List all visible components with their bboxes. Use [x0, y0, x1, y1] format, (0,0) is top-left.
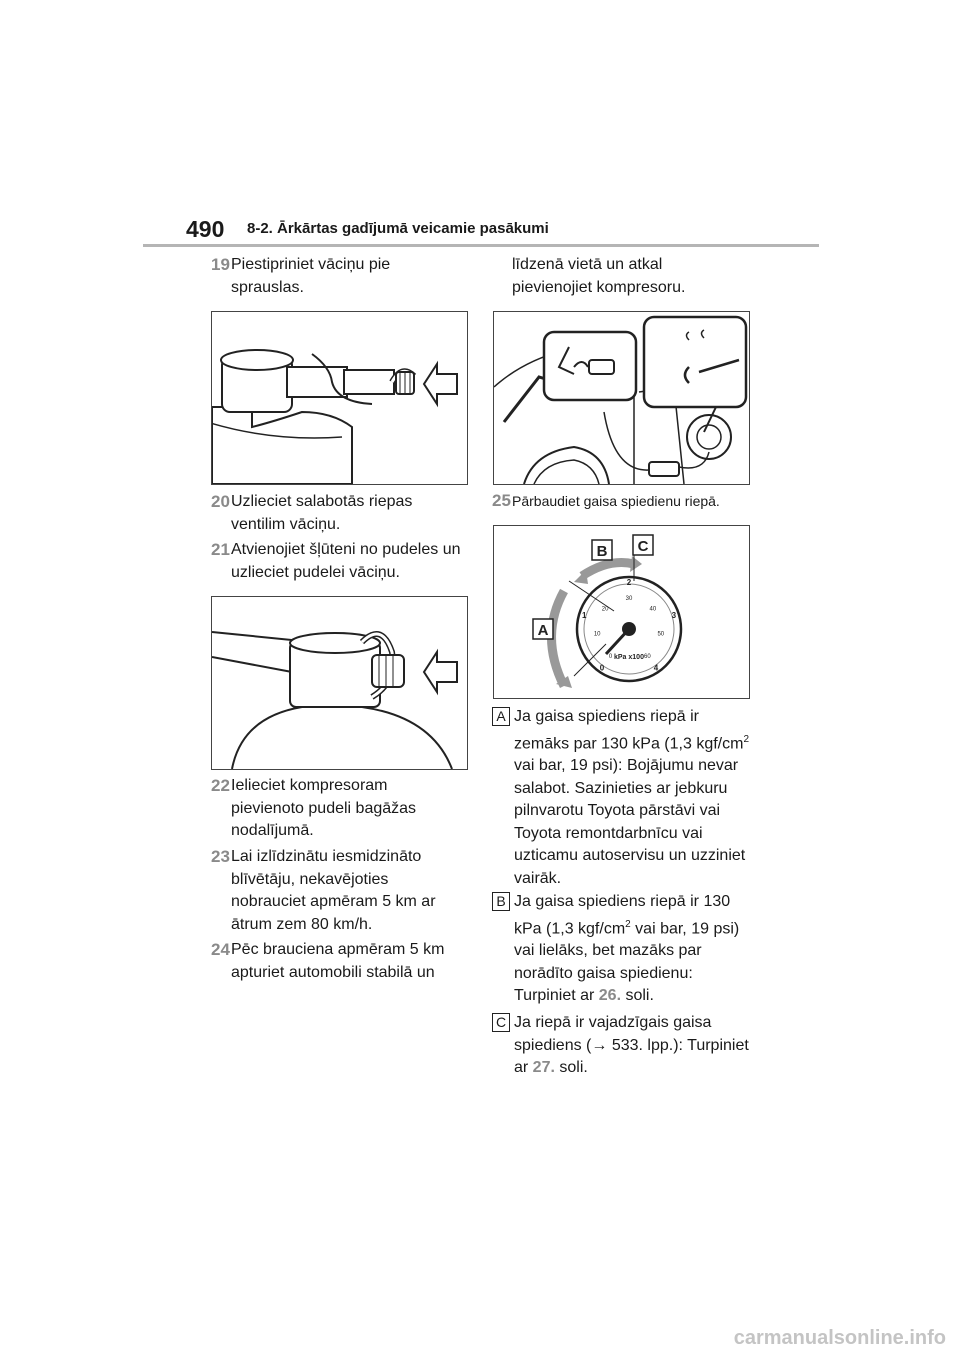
gauge-psi-tick: 50: [657, 631, 665, 638]
figure-reconnect-compressor: [493, 311, 750, 485]
step-22: [211, 775, 461, 843]
step-25: [492, 490, 752, 513]
note-label: B: [492, 892, 510, 911]
note-a: [492, 706, 752, 890]
figure-cap-on-nozzle: [211, 311, 468, 485]
label-c: C: [637, 538, 649, 555]
step-number: 19: [211, 255, 230, 274]
gauge-bar-tick: 0: [599, 663, 605, 673]
note-text: soli.: [554, 1059, 588, 1076]
note-c: [492, 1012, 752, 1080]
step-19: [211, 254, 461, 299]
step-reference: 27.: [532, 1059, 555, 1076]
step-text: Ielieciet kompresoram pievienoto pudeli bagāžas nodalījumā.: [231, 777, 417, 839]
header-divider: [143, 244, 819, 247]
note-label: A: [492, 707, 510, 726]
note-text: Ja riepā ir vajadzīgais gaisa spiediens (→ 533. lpp.): Turpiniet ar: [514, 1014, 749, 1076]
gauge-bar-tick: 2: [626, 578, 632, 587]
step-24-continued: [492, 254, 722, 299]
step-20: [211, 491, 461, 536]
gauge-psi-tick: 30: [625, 596, 633, 602]
gauge-bar-tick: 1: [581, 610, 587, 620]
gauge-bar-tick: 4: [653, 663, 659, 673]
footer-watermark: carmanualsonline.info: [733, 1327, 946, 1349]
gauge-psi-tick: 20: [601, 606, 609, 613]
gauge-psi-tick: 10: [593, 631, 601, 638]
step-text: Piestipriniet vāciņu pie sprauslas.: [231, 256, 391, 296]
superscript: 2: [743, 733, 749, 745]
step-number: 25: [492, 491, 511, 510]
step-text: Atvienojiet šļūteni no pudeles un uzlieciet pudelei vāciņu.: [231, 541, 461, 581]
step-23: [211, 846, 461, 936]
note-text: Ja gaisa spiediens riepā ir 130 kPa (1,3 kgf/cm: [514, 893, 731, 937]
superscript: 2: [625, 918, 631, 930]
note-text: Ja gaisa spiediens riepā ir zemāks par 130 kPa (1,3 kgf/cm: [514, 708, 744, 752]
gauge-psi-tick: 60: [644, 654, 651, 661]
step-text: Pārbaudiet gaisa spiedienu riepā.: [512, 493, 720, 509]
step-reference: 26.: [598, 987, 622, 1005]
step-24: [211, 939, 461, 984]
step-number: 24: [211, 940, 230, 959]
step-number: 20: [211, 492, 230, 511]
step-number: 22: [211, 776, 230, 795]
note-text: vai bar, 19 psi): Bojājumu nevar salabot. Sazinieties ar jebkuru pilnvarotu Toyota pārstāvi vai Toyota remontdarbnīcu vai uzticamu autoservisu un uzziniet vairāk.: [514, 757, 746, 887]
step-text: līdzenā vietā un atkal pievienojiet kompresoru.: [512, 256, 686, 296]
label-b: B: [596, 543, 608, 560]
gauge-psi-tick: 40: [649, 606, 657, 613]
figure-pressure-gauge: [493, 525, 750, 699]
step-21: [211, 539, 466, 584]
figure-bottle-cap: [211, 596, 468, 770]
step-text: Uzlieciet salabotās riepas ventilim vāciņu.: [231, 493, 413, 533]
note-text: soli.: [621, 987, 654, 1005]
step-text: Lai izlīdzinātu iesmidzināto blīvētāju, nekavējoties nobrauciet apmēram 5 km ar ātrum zem 80 km/h.: [231, 848, 436, 933]
section-title: 8-2. Ārkārtas gadījumā veicamie pasākumi: [247, 220, 549, 237]
step-text: Pēc brauciena apmēram 5 km apturiet automobili stabilā un: [231, 941, 445, 981]
label-a: A: [537, 622, 549, 639]
gauge-unit: kPa x100: [614, 654, 644, 661]
step-number: 23: [211, 847, 230, 866]
gauge-psi-tick: 0: [608, 654, 613, 661]
note-label: C: [492, 1013, 510, 1032]
step-number: 21: [211, 540, 230, 559]
note-text: vai bar, 19 psi) vai lielāks, bet mazāks par norādīto gaisa spiedienu: Turpiniet ar: [514, 919, 740, 1005]
note-b: [492, 891, 752, 1008]
page-number: 490: [186, 216, 225, 242]
gauge-bar-tick: 3: [671, 610, 677, 620]
